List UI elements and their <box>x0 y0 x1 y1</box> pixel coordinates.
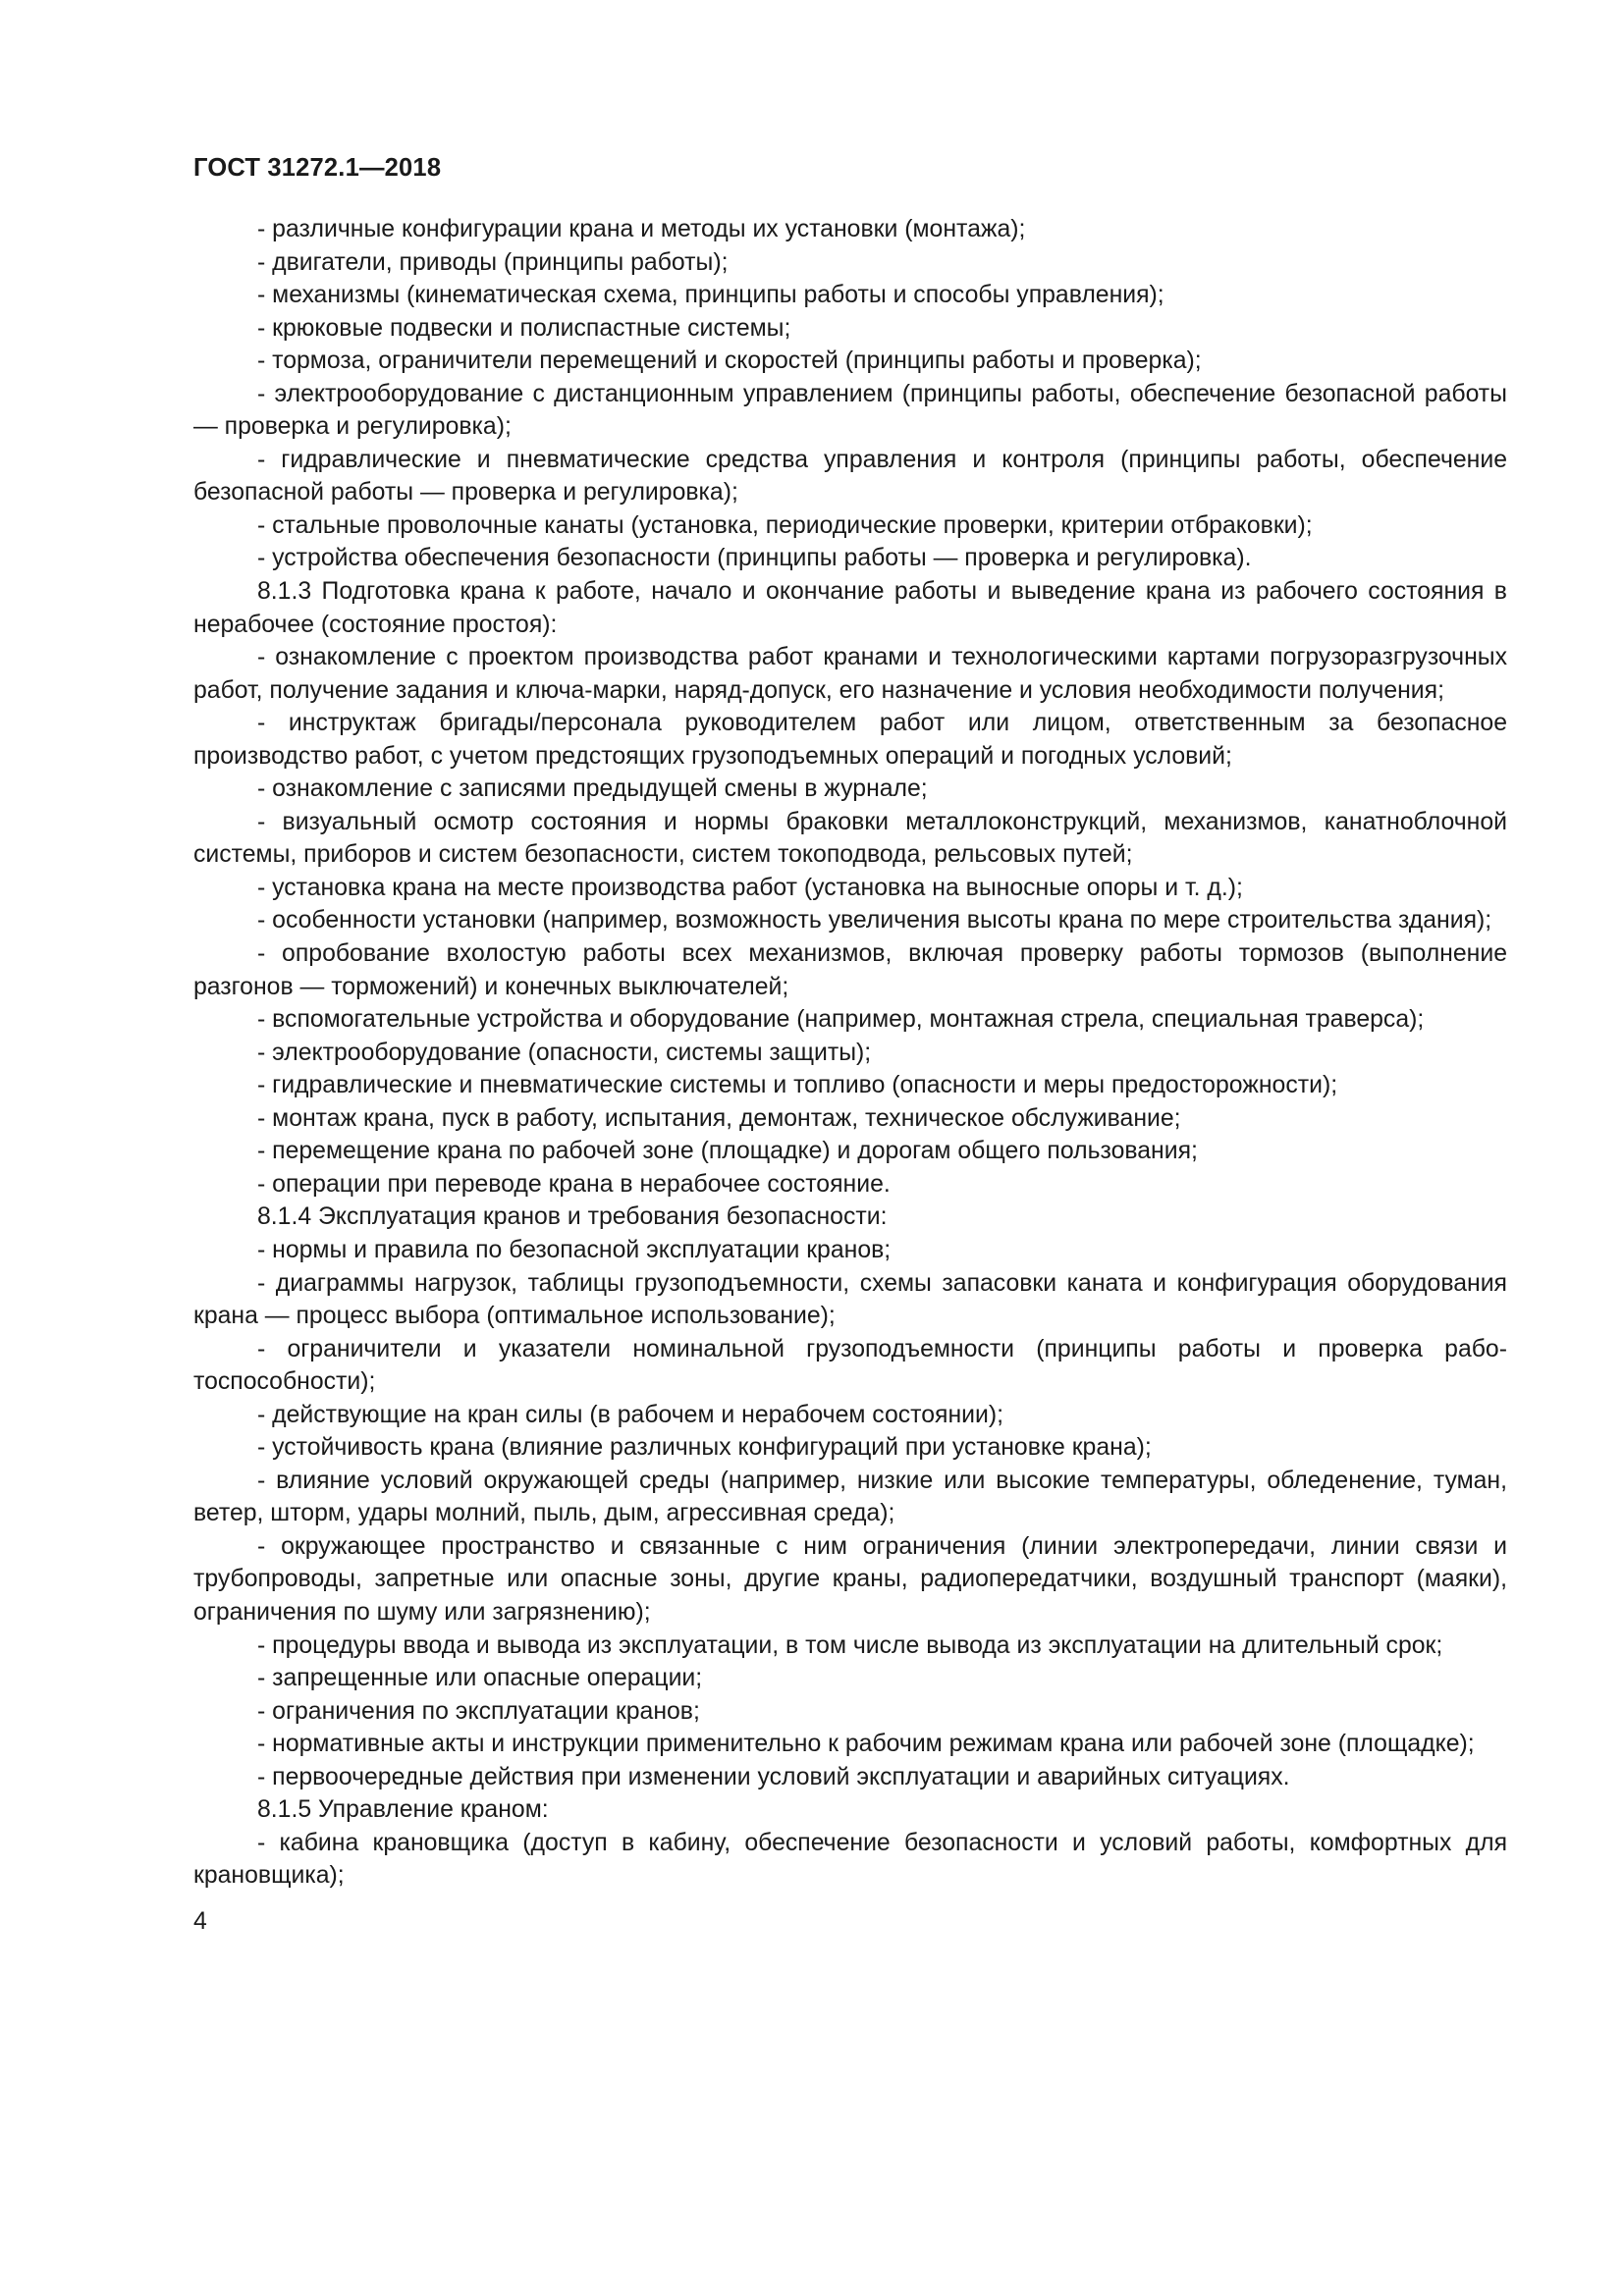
list-item: - процедуры ввода и вывода из эксплуатации, в том числе вывода из эксплуатации на длительный срок; <box>257 1631 1443 1659</box>
list-item: - монтаж крана, пуск в работу, испытания, демонтаж, техническое обслуживание; <box>257 1104 1181 1132</box>
list-item: - устойчивость крана (влияние различных конфигураций при установке крана); <box>257 1434 1152 1462</box>
list-item: - влияние условий окружающей среды (например, низкие или высокие температуры, обледенение, туман, ветер, шторм, удары молний, пыль, дым, агрессивная среда); <box>193 1467 1507 1527</box>
list-item: - крюковые подвески и полиспастные системы; <box>257 314 791 342</box>
list-item: - установка крана на месте производства работ (установка на выносные опоры и т. д.); <box>257 874 1243 901</box>
list-item: - первоочередные действия при изменении условий эксплуатации и аварийных ситуациях. <box>257 1763 1290 1790</box>
list-item: - вспомогательные устройства и оборудование (например, монтажная стрела, специальная траверса); <box>257 1006 1425 1034</box>
list-item: - устройства обеспечения безопасности (принципы работы — проверка и регулировка). <box>257 545 1252 572</box>
list-item: - электрооборудование (опасности, системы защиты); <box>257 1039 872 1066</box>
list-item: - особенности установки (например, возможность увеличения высоты крана по мере строительства здания); <box>257 907 1492 934</box>
list-item: - диаграммы нагрузок, таблицы грузоподъемности, схемы запасовки каната и конфигурация оборудования крана — процесс выбора (оптимальное использование); <box>193 1269 1507 1330</box>
document-header: ГОСТ 31272.1—2018 <box>193 154 442 182</box>
list-item: - ознакомление с проектом производства работ кранами и технологическими картами погрузоразгрузочных работ, получение задания и ключа-марки, наряд-допуск, его назначение и условия необходимости получения; <box>193 644 1507 704</box>
list-item: - различные конфигурации крана и методы их установки (монтажа); <box>257 216 1026 242</box>
list-item: - электрооборудование с дистанционным управлением (принципы работы, обеспечение безопасной работы — проверка и регулировка); <box>193 380 1507 441</box>
section-heading-8-1-4: 8.1.4 Эксплуатация кранов и требования безопасности: <box>257 1203 888 1231</box>
section-heading-8-1-3: 8.1.3 Подготовка крана к работе, начало и окончание работы и выведение крана из рабочего состояния в нерабочее (состояние простоя): <box>193 578 1507 638</box>
body-text <box>193 213 1507 1893</box>
list-item: - гидравлические и пневматические системы и топливо (опасности и меры предосторожности); <box>257 1072 1338 1099</box>
list-item: - ограничения по эксплуатации кранов; <box>257 1697 700 1725</box>
list-item: - стальные проволочные канаты (установка, периодические проверки, критерии отбраковки); <box>257 511 1313 539</box>
list-item: - запрещенные или опасные операции; <box>257 1665 703 1692</box>
list-item: - окружающее пространство и связанные с ним ограничения (линии электропередачи, линии связи и трубопроводы, запретные или опасные зоны, другие краны, радиопередатчики, воздушный транспорт (маяки), ограничения по шуму или загрязнению); <box>193 1532 1507 1626</box>
list-item: - визуальный осмотр состояния и нормы браковки металлоконструкций, механизмов, канатноблочной системы, приборов и систем безопасности, систем токоподвода, рельсовых путей; <box>193 808 1507 869</box>
list-item: - перемещение крана по рабочей зоне (площадке) и дорогам общего пользования; <box>257 1138 1198 1165</box>
list-item: - кабина крановщика (доступ в кабину, обеспечение безопасности и условий работы, комфортных для крановщика); <box>193 1829 1507 1890</box>
list-item: - операции при переводе крана в нерабочее состояние. <box>257 1170 891 1198</box>
list-item: - действующие на кран силы (в рабочем и нерабочем состоянии); <box>257 1401 1003 1428</box>
page-number: 4 <box>193 1908 207 1935</box>
list-item: - механизмы (кинематическая схема, принципы работы и способы управления); <box>257 282 1164 309</box>
list-item: - тормоза, ограничители перемещений и скоростей (принципы работы и проверка); <box>257 347 1202 375</box>
list-item: - инструктаж бригады/персонала руководителем работ или лицом, ответственным за безопасное производство работ, с учетом предстоящих грузоподъемных операций и погодных условий; <box>193 710 1507 770</box>
list-item: - гидравлические и пневматические средства управления и контроля (принципы работы, обеспечение безопасной работы — проверка и регулировка); <box>193 446 1507 507</box>
section-heading-8-1-5: 8.1.5 Управление краном: <box>257 1796 549 1824</box>
list-item: - двигатели, приводы (принципы работы); <box>257 248 729 276</box>
list-item: - нормы и правила по безопасной эксплуатации кранов; <box>257 1236 892 1263</box>
list-item: - ограничители и указатели номинальной грузоподъемности (принципы работы и проверка работоспособности); <box>193 1335 1507 1396</box>
list-item: - нормативные акты и инструкции применительно к рабочим режимам крана или рабочей зоне (площадке); <box>257 1731 1475 1758</box>
list-item: - опробование вхолостую работы всех механизмов, включая проверку работы тормозов (выполнение разгонов — торможений) и конечных выключателей; <box>193 940 1507 1000</box>
list-item: - ознакомление с записями предыдущей смены в журнале; <box>257 775 928 803</box>
